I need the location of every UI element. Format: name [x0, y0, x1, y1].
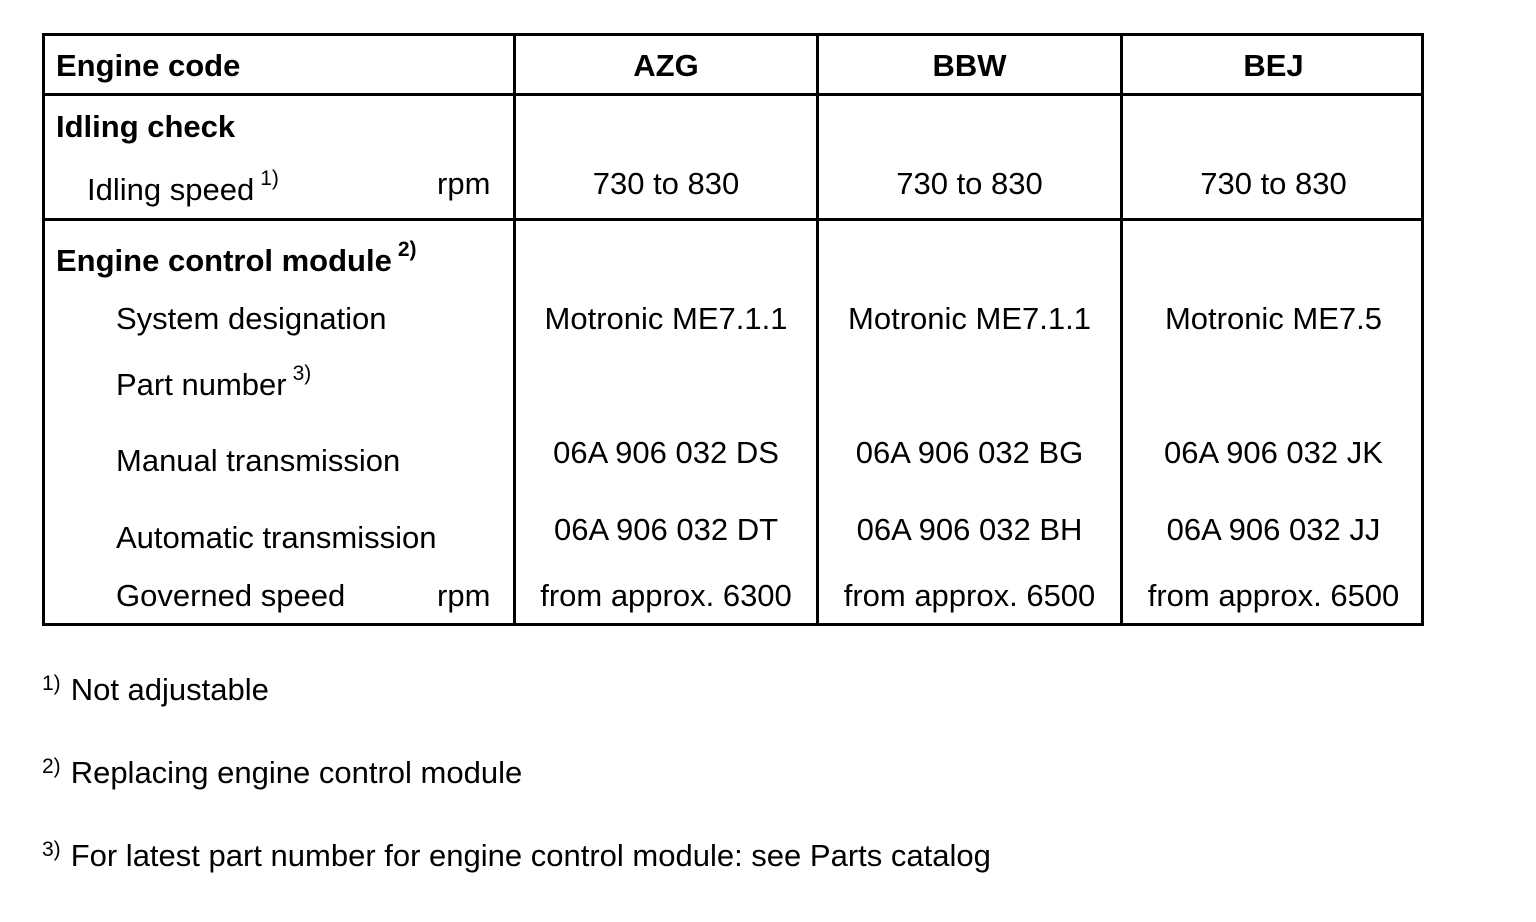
- header-divider: [45, 93, 1421, 96]
- footnote-2: [42, 755, 522, 795]
- governed-speed-azg: from approx. 6300: [540, 578, 792, 613]
- automatic-transmission-bbw: 06A 906 032 BH: [856, 512, 1083, 547]
- governed-speed-unit: rpm: [437, 578, 491, 613]
- manual-transmission-azg: 06A 906 032 DS: [553, 435, 779, 470]
- manual-transmission-bej: 06A 906 032 JK: [1164, 435, 1383, 470]
- system-designation-azg: Motronic ME7.1.1: [544, 301, 788, 336]
- column-header-bej: BEJ: [1243, 48, 1304, 83]
- footnote-ref-1: 1): [260, 166, 279, 190]
- ecm-title-text: Engine control module: [56, 243, 392, 278]
- footnote-1: [42, 672, 269, 712]
- header-label: Engine code: [56, 48, 241, 83]
- footnote-3: [42, 838, 991, 878]
- column-header-bbw: BBW: [932, 48, 1007, 83]
- ecm-title: [56, 237, 417, 279]
- section-divider: [45, 218, 1421, 221]
- idling-speed-label: [87, 166, 279, 208]
- idling-speed-bbw: 730 to 830: [896, 166, 1043, 201]
- part-number-text: Part number: [116, 367, 287, 402]
- governed-speed-bbw: from approx. 6500: [843, 578, 1096, 613]
- part-number-label: [116, 361, 312, 403]
- automatic-transmission-azg: 06A 906 032 DT: [553, 512, 779, 547]
- footnote-2-text: Replacing engine control module: [70, 755, 523, 790]
- column-header-azg: AZG: [633, 48, 699, 83]
- footnote-ref-3: 3): [292, 361, 312, 385]
- manual-transmission-label: Manual transmission: [116, 443, 401, 478]
- idling-speed-bej: 730 to 830: [1200, 166, 1347, 201]
- footnote-3-text: For latest part number for engine control module: see Parts catalog: [70, 838, 991, 873]
- governed-speed-label: Governed speed: [116, 578, 346, 613]
- automatic-transmission-bej: 06A 906 032 JJ: [1166, 512, 1381, 547]
- footnote-1-text: Not adjustable: [70, 672, 269, 707]
- footnote-1-mark: 1): [42, 672, 61, 695]
- footnote-2-mark: 2): [42, 755, 61, 778]
- idling-check-title: Idling check: [56, 109, 236, 144]
- idling-speed-azg: 730 to 830: [592, 166, 740, 201]
- idling-speed-text: Idling speed: [87, 172, 255, 207]
- manual-transmission-bbw: 06A 906 032 BG: [855, 435, 1084, 470]
- governed-speed-bej: from approx. 6500: [1147, 578, 1400, 613]
- automatic-transmission-label: Automatic transmission: [116, 520, 437, 555]
- system-designation-bbw: Motronic ME7.1.1: [848, 301, 1091, 336]
- engine-spec-table: [42, 33, 1424, 626]
- footnote-ref-2: 2): [397, 237, 417, 261]
- footnote-3-mark: 3): [42, 838, 61, 861]
- system-designation-bej: Motronic ME7.5: [1164, 301, 1383, 336]
- system-designation-label: System designation: [116, 301, 387, 336]
- idling-speed-unit: rpm: [437, 166, 491, 201]
